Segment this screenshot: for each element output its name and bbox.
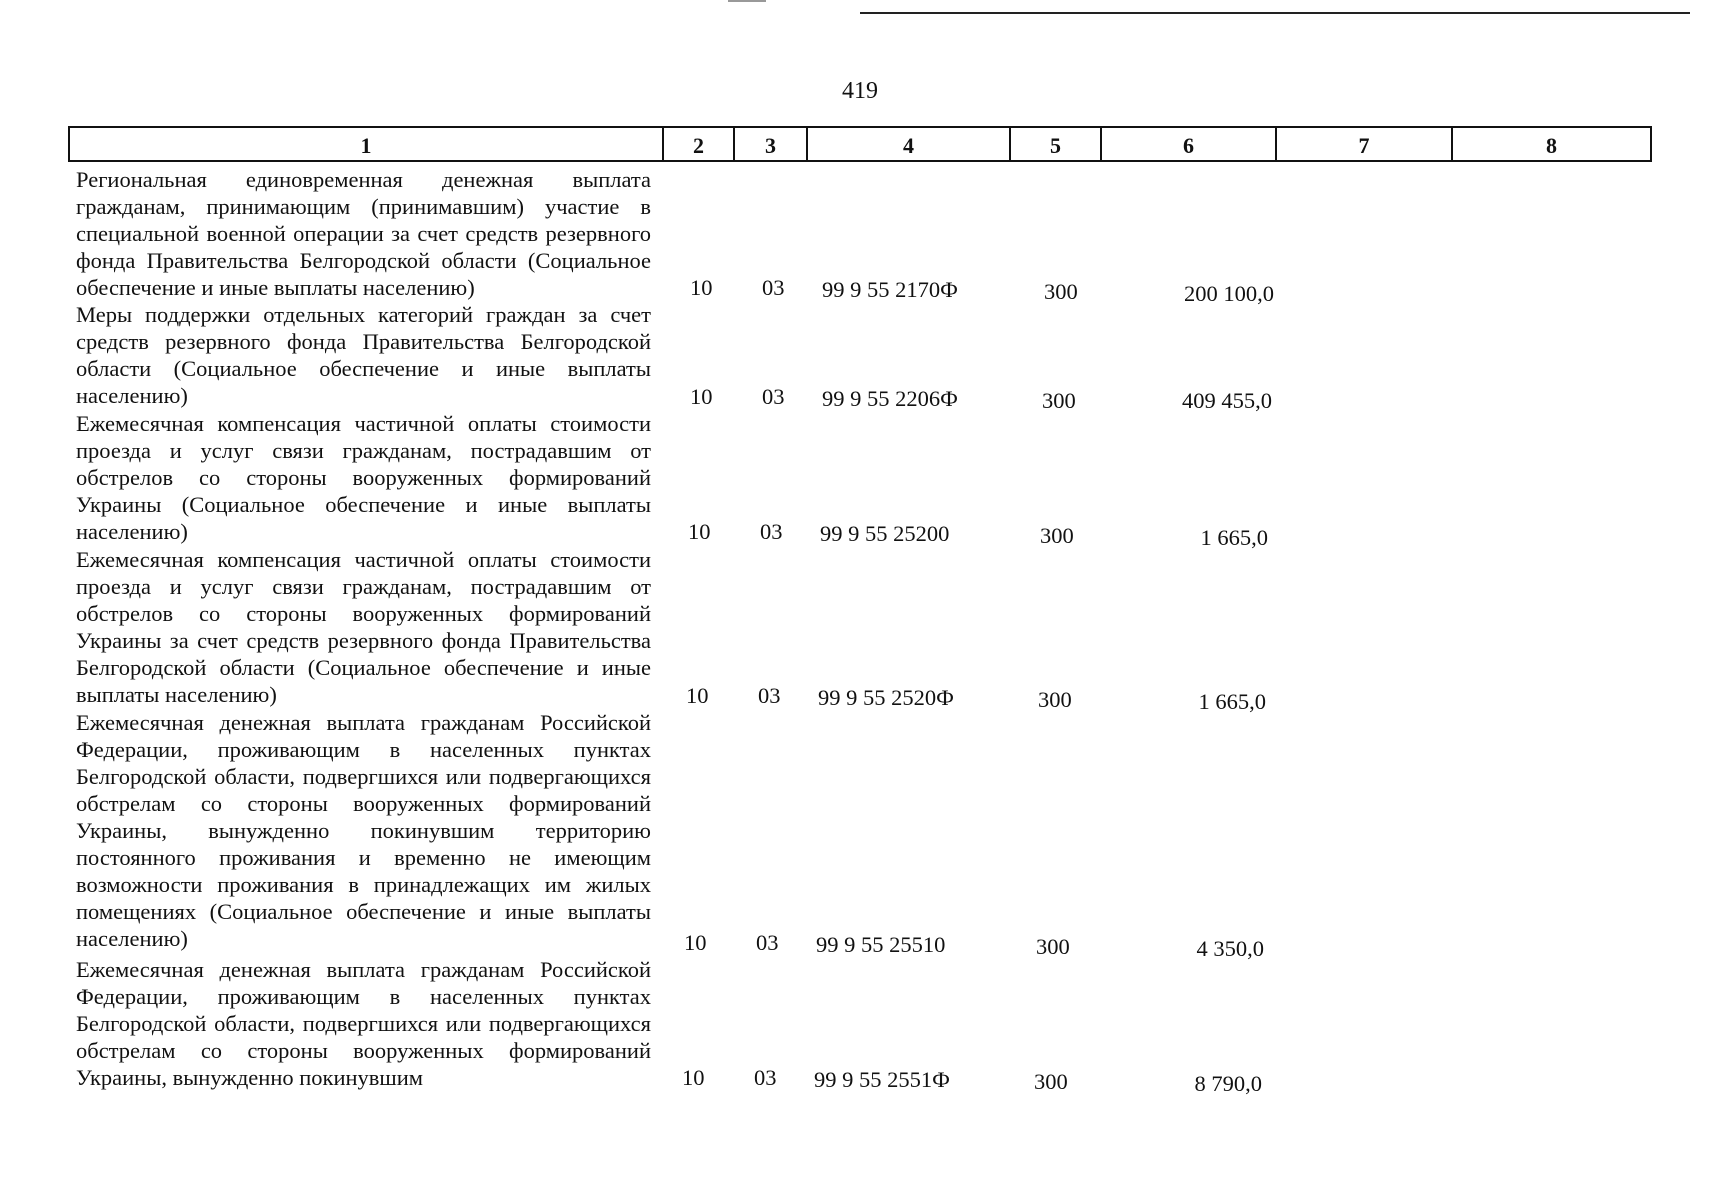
row-target-article: 99 9 55 2520Ф: [818, 685, 954, 710]
row-subsection: 03: [754, 1065, 777, 1090]
header-col-5: 5: [1009, 126, 1100, 162]
row-section: 10: [684, 930, 707, 955]
row-subsection: 03: [762, 384, 785, 409]
header-col-1: 1: [68, 126, 662, 162]
row-target-article: 99 9 55 25200: [820, 521, 950, 546]
header-col-6: 6: [1100, 126, 1275, 162]
row-amount: 4 350,0: [1196, 936, 1264, 961]
row-description: Региональная единовременная денежная выплата гражданам, принимающим (принимавшим) участие в специальной военной операции за счет средств резервного фонда Правительства Белгородской области (Социальное обеспечение и иные выплаты населению): [76, 167, 651, 300]
row-description: Ежемесячная компенсация частичной оплаты стоимости проезда и услуг связи гражданам, пострадавшим от обстрелов со стороны вооруженных формирований Украины за счет средств резервного фонда Правительства Белгородской области (Социальное обеспечение и иные выплаты населению): [76, 547, 651, 707]
row-subsection: 03: [756, 930, 779, 955]
row-section: 10: [690, 384, 713, 409]
row-target-article: 99 9 55 2551Ф: [814, 1067, 950, 1092]
row-expense-type: 300: [1036, 934, 1070, 959]
row-description: Меры поддержки отдельных категорий граждан за счет средств резервного фонда Правительства Белгородской области (Социальное обеспечение и иные выплаты населению): [76, 302, 651, 408]
row-target-article: 99 9 55 2170Ф: [822, 277, 958, 302]
row-section: 10: [688, 519, 711, 544]
row-section: 10: [690, 275, 713, 300]
row-expense-type: 300: [1044, 279, 1078, 304]
top-rule: [860, 12, 1690, 14]
row-section: 10: [682, 1065, 705, 1090]
table-header: [68, 126, 1652, 166]
row-amount: 1 665,0: [1198, 689, 1266, 714]
row-description: Ежемесячная компенсация частичной оплаты стоимости проезда и услуг связи гражданам, пострадавшим от обстрелов со стороны вооруженных формирований Украины (Социальное обеспечение и иные выплаты населению): [76, 411, 651, 544]
row-expense-type: 300: [1034, 1069, 1068, 1094]
row-amount: 1 665,0: [1200, 525, 1268, 550]
row-expense-type: 300: [1042, 388, 1076, 413]
header-col-4: 4: [806, 126, 1009, 162]
row-target-article: 99 9 55 2206Ф: [822, 386, 958, 411]
row-amount: 409 455,0: [1182, 388, 1272, 413]
row-subsection: 03: [760, 519, 783, 544]
page-number: 419: [842, 78, 878, 104]
header-col-8: 8: [1451, 126, 1652, 162]
row-subsection: 03: [762, 275, 785, 300]
header-col-2: 2: [662, 126, 733, 162]
row-subsection: 03: [758, 683, 781, 708]
row-amount: 200 100,0: [1184, 281, 1274, 306]
row-expense-type: 300: [1038, 687, 1072, 712]
row-amount: 8 790,0: [1194, 1071, 1262, 1096]
scan-mark: [728, 0, 766, 2]
row-expense-type: 300: [1040, 523, 1074, 548]
row-description: Ежемесячная денежная выплата гражданам Российской Федерации, проживающим в населенных пунктах Белгородской области, подвергшихся или подвергающихся обстрелам со стороны вооруженных формирований Украины, вынужденно покинувшим: [76, 957, 651, 1090]
header-col-7: 7: [1275, 126, 1451, 162]
header-col-3: 3: [733, 126, 806, 162]
row-section: 10: [686, 683, 709, 708]
row-description: Ежемесячная денежная выплата гражданам Российской Федерации, проживающим в населенных пунктах Белгородской области, подвергшихся или подвергающихся обстрелам со стороны вооруженных формирований Украины, вынужденно покинувшим территорию постоянного проживания и временно не имеющим возможности проживания в принадлежащих им жилых помещениях (Социальное обеспечение и иные выплаты населению): [76, 710, 651, 951]
row-target-article: 99 9 55 25510: [816, 932, 946, 957]
